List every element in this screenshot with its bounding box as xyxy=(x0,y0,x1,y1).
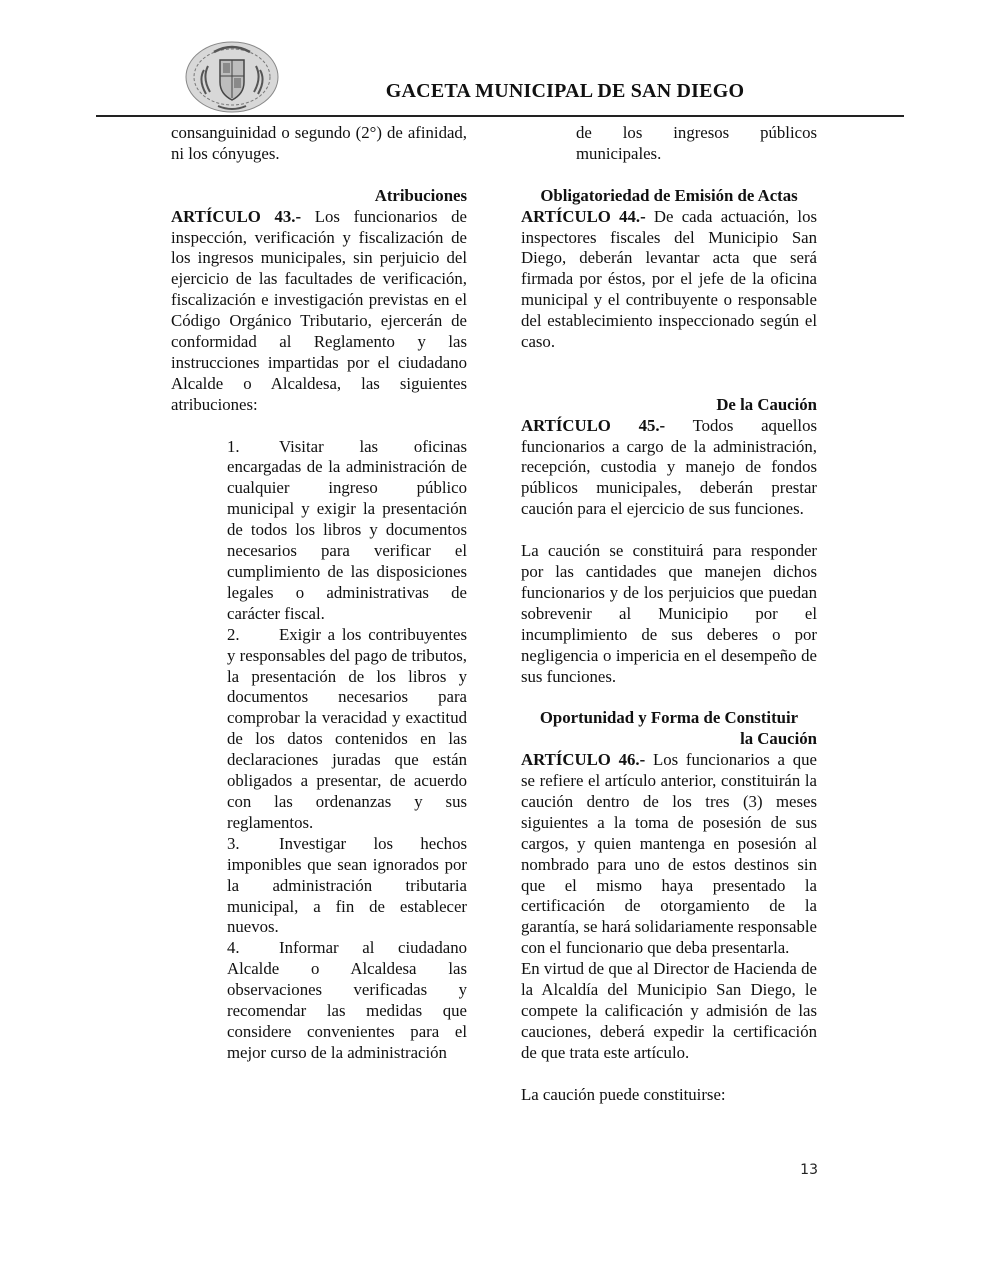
article-45-paragraph xyxy=(521,416,817,521)
list-item-text: Investigar los hechos imponibles que sean ignorados por la administración tributaria municipal, a fin de establecer nuevos. xyxy=(227,833,467,937)
continuation-text: de los ingresos públicos municipales. xyxy=(576,123,817,163)
article-45-label: ARTÍCULO 45.- xyxy=(521,415,666,435)
attributions-list xyxy=(227,437,467,1064)
article-46-paragraph-3: La caución puede constituirse: xyxy=(521,1084,726,1104)
article-46-label: ARTÍCULO 46.- xyxy=(521,750,646,770)
right-column xyxy=(521,123,817,1106)
article-46-heading-line-2: la Caución xyxy=(740,729,817,749)
article-46-heading: Oportunidad y Forma de Constituir xyxy=(539,708,799,728)
article-44-text: De cada actuación, los inspectores fiscales del Municipio San Diego, deberán levantar acta que será firmada por éstos, por el jefe de la oficina municipal y el contribuyente o responsable del establecimiento inspeccionado según el caso. xyxy=(521,206,817,352)
article-45-heading: De la Caución xyxy=(716,394,817,414)
article-44-label: ARTÍCULO 44.- xyxy=(521,206,646,226)
list-item-text: Visitar las oficinas encargadas de la administración de cualquier ingreso público municipal y exigir la presentación de todos los libros y documentos necesarios para verificar el cumplimiento de las disposiciones legales o administrativas de carácter fiscal. xyxy=(227,436,467,623)
municipal-seal-icon xyxy=(184,40,280,114)
article-43-text: Los funcionarios de inspección, verificación y fiscalización de los ingresos municipales, sin perjuicio del ejercicio de las facultades de verificación, fiscalización e investigación previstas en el Código Orgánico Tributario, ejercerán de conformidad al Reglamento y las instrucciones impartidas por el ciudadano Alcalde o Alcaldesa, las siguientes atribuciones: xyxy=(171,206,467,414)
list-item-number: 1. xyxy=(227,436,240,456)
article-43-label: ARTÍCULO 43.- xyxy=(171,206,302,226)
header-divider xyxy=(96,115,904,117)
page-number: 13 xyxy=(800,1162,818,1178)
list-item xyxy=(227,625,467,834)
article-45-text: Todos aquellos funcionarios a cargo de la administración, recepción, custodia y manejo de fondos públicos municipales, deberán prestar caución para el ejercicio de sus funciones. xyxy=(521,415,818,519)
article-45-paragraph-2: La caución se constituirá para responder por las cantidades que manejen dichos funcionarios y de los perjuicios que puedan sobrevenir al Municipio por el incumplimiento de sus deberes o por negligencia o impericia en el desempeño de sus funciones. xyxy=(521,541,817,686)
gazette-title: GACETA MUNICIPAL DE SAN DIEGO xyxy=(385,80,745,102)
article-44-paragraph xyxy=(521,207,817,353)
continuation-text: consanguinidad o segundo (2°) de afinidad, ni los cónyuges. xyxy=(171,123,467,163)
article-46-text: Los funcionarios a que se refiere el artículo anterior, constituirán la caución dentro de los tres (3) meses siguientes a la toma de posesión de sus cargos, y quien mantenga en posesión al nombrado para uno de estos destinos sin que el mismo haya presentado la certificación de otorgamiento de la garantía, se hará solidariamente responsable con el funcionario que deba presentarla. xyxy=(521,750,817,958)
list-item-number: 4. xyxy=(227,938,240,958)
list-item-number: 2. xyxy=(227,624,240,644)
left-column xyxy=(171,123,467,1064)
article-46-paragraph-2: En virtud de que al Director de Hacienda de la Alcaldía del Municipio San Diego, le compete la calificación y admisión de las cauciones, deberá expedir la certificación de que trata este artículo. xyxy=(521,959,817,1062)
article-43-paragraph xyxy=(171,207,467,416)
list-item-text: Informar al ciudadano Alcalde o Alcaldesa las observaciones verificadas y recomendar las medidas que considere convenientes para el mejor curso de la administración xyxy=(227,938,467,1062)
list-item xyxy=(227,938,467,1063)
article-44-heading: Obligatoriedad de Emisión de Actas xyxy=(540,185,798,205)
list-item-number: 3. xyxy=(227,833,240,853)
article-46-paragraph xyxy=(521,750,817,959)
list-item-text: Exigir a los contribuyentes y responsables del pago de tributos, la presentación de los libros y documentos necesarios para comprobar la veracidad y exactitud de los datos contenidos en las declaraciones juradas que están obligados a presentar, de acuerdo con las ordenanzas y sus reglamentos. xyxy=(227,624,467,832)
list-item xyxy=(227,834,467,939)
list-item xyxy=(227,437,467,625)
article-43-heading: Atribuciones xyxy=(374,185,467,205)
